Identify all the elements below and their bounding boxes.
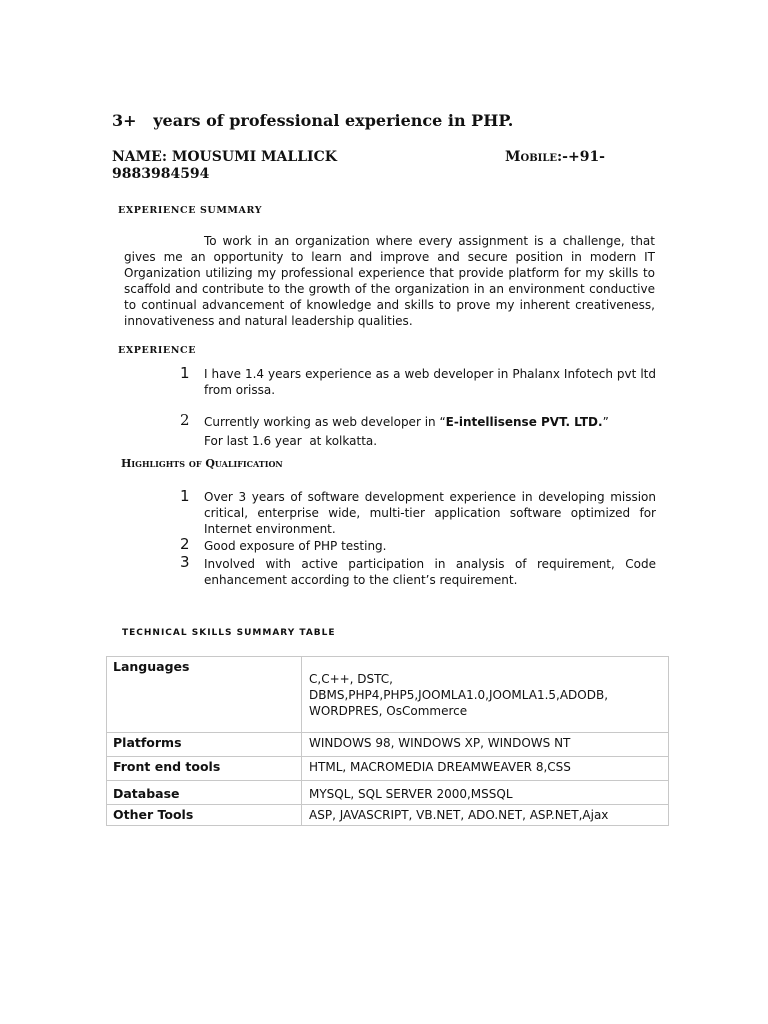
highlights-heading: Highlights of Qualification	[121, 457, 283, 470]
experience-summary-heading: EXPERIENCE SUMMARY	[118, 205, 263, 216]
list-number: 3	[180, 553, 190, 571]
experience-heading: EXPERIENCE	[118, 345, 197, 356]
skill-values: HTML, MACROMEDIA DREAMWEAVER 8,CSS	[302, 757, 669, 781]
skill-value-line: C,C++, DSTC,	[309, 672, 393, 686]
phone-number: 9883984594	[112, 166, 210, 182]
skill-values: MYSQL, SQL SERVER 2000,MSSQL	[302, 781, 669, 805]
closing-quote: ”	[602, 415, 609, 429]
highlight-item: Over 3 years of software development experience in developing mission critical, enterprise wide, multi-tier application software optimized for Internet environment.	[204, 490, 656, 536]
skill-value-line: DBMS,PHP4,PHP5,JOOMLA1.0,JOOMLA1.5,ADODB,	[309, 688, 609, 702]
skills-table	[106, 656, 669, 826]
skill-category: Other Tools	[107, 805, 302, 826]
experience-summary-text: To work in an organization where every assignment is a challenge, that gives me an opportunity to learn and improve and secure position in modern IT Organization utilizing my professional experience that provide platform for my skills to scaffold and contribute to the growth of the organization in an environment conductive to continual advancement of knowledge and skills to prove my inherent creativeness, innovativeness and natural leadership qualities.	[124, 234, 655, 328]
table-row	[107, 757, 669, 781]
skill-category: Database	[107, 781, 302, 805]
experience-item	[204, 414, 664, 430]
table-row	[107, 657, 669, 733]
skill-values: WINDOWS 98, WINDOWS XP, WINDOWS NT	[302, 733, 669, 757]
list-number: 2	[180, 535, 190, 553]
skills-heading: TECHNICAL SKILLS SUMMARY TABLE	[122, 628, 336, 638]
list-number: 2	[180, 411, 190, 429]
highlight-item: Involved with active participation in analysis of requirement, Code enhancement according to the client’s requirement.	[204, 557, 656, 587]
skill-category: Languages	[107, 657, 302, 733]
skill-category: Platforms	[107, 733, 302, 757]
skill-values	[302, 657, 669, 733]
list-number: 1	[180, 364, 190, 382]
skill-category: Front end tools	[107, 757, 302, 781]
table-row	[107, 781, 669, 805]
highlight-item: Good exposure of PHP testing.	[204, 539, 387, 553]
skill-values: ASP, JAVASCRIPT, VB.NET, ADO.NET, ASP.NET,Ajax	[302, 805, 669, 826]
experience-item-text: Currently working as web developer in “	[204, 415, 446, 429]
table-row	[107, 805, 669, 826]
experience-item: I have 1.4 years experience as a web developer in Phalanx Infotech pvt ltd from orissa.	[204, 367, 656, 397]
company-name: E-intellisense PVT. LTD.	[445, 415, 603, 429]
skill-value-line: WORDPRES, OsCommerce	[309, 704, 468, 718]
candidate-name: NAME: MOUSUMI MALLICK	[112, 149, 337, 165]
mobile-label: Mobile:-+91-	[505, 149, 605, 165]
table-row	[107, 733, 669, 757]
resume-title: 3+ years of professional experience in PHP.	[112, 111, 514, 130]
experience-item-line2: For last 1.6 year at kolkatta.	[204, 434, 378, 448]
list-number: 1	[180, 487, 190, 505]
